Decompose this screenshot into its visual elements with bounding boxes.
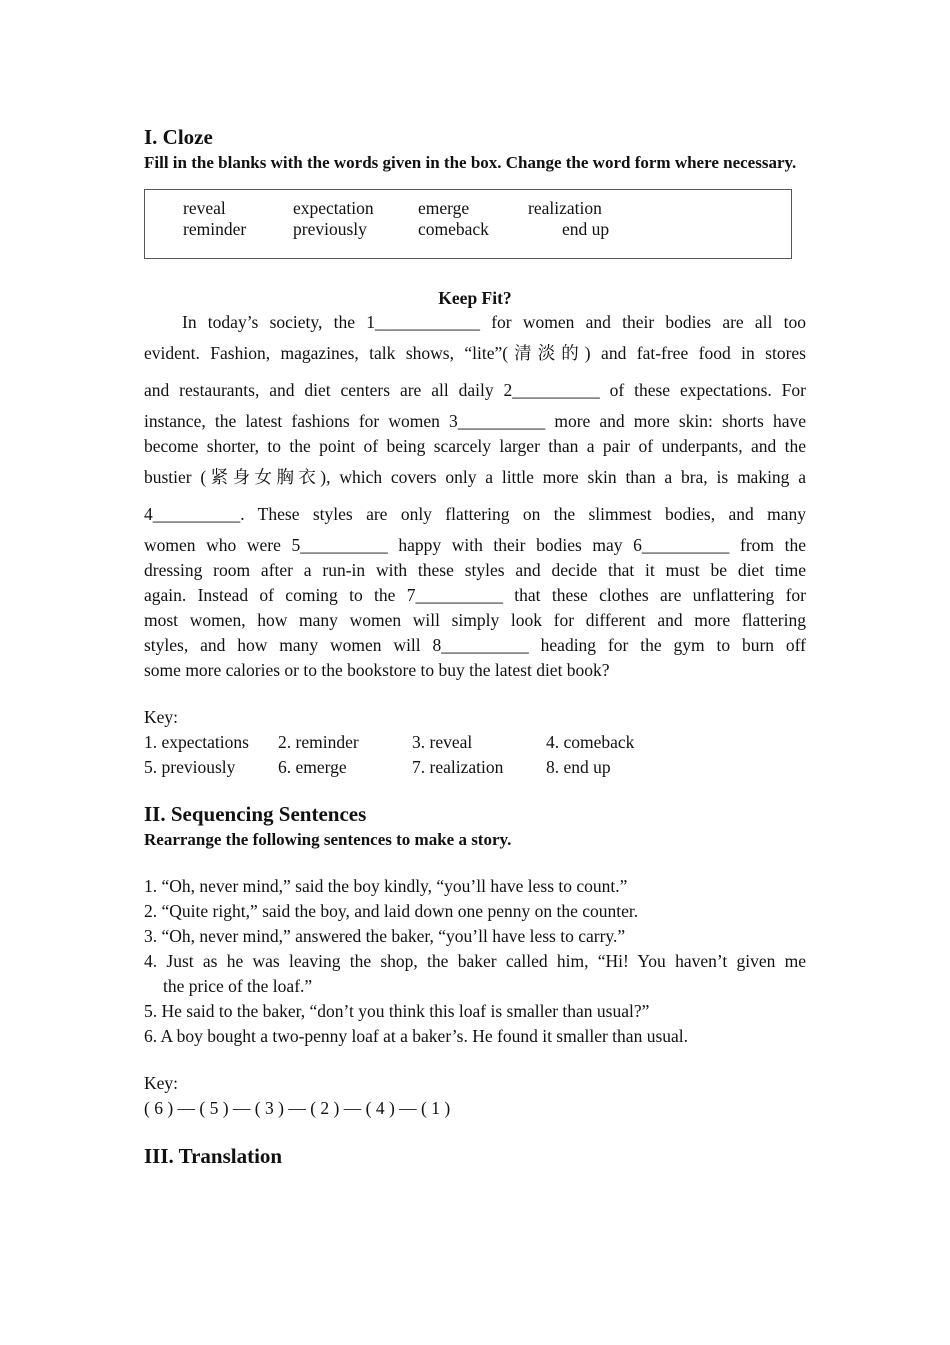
cloze-instruction: Fill in the blanks with the words given in the box. Change the word form where necessary. xyxy=(144,153,797,172)
sentence-item-continued: the price of the loaf.” xyxy=(163,976,313,996)
sentence-list xyxy=(144,874,806,1049)
word-item: reveal xyxy=(183,198,226,218)
sentence-item: 6. A boy bought a two-penny loaf at a baker’s. He found it smaller than usual. xyxy=(144,1026,689,1046)
sentence-item: 2. “Quite right,” said the boy, and laid down one penny on the counter. xyxy=(144,901,639,921)
passage-line: styles, and how many women will 8__________ heading for the gym to burn off xyxy=(144,635,806,655)
key-item: 1. expectations xyxy=(144,732,249,752)
sentence-item: 1. “Oh, never mind,” said the boy kindly, “you’ll have less to count.” xyxy=(144,876,628,896)
translation-section xyxy=(144,1143,806,1169)
passage-line: instance, the latest fashions for women 3__________ more and more skin: shorts have xyxy=(144,411,806,431)
sequencing-key xyxy=(144,1071,806,1121)
passage-line: 4__________. These styles are only flattering on the slimmest bodies, and many xyxy=(144,504,806,524)
word-box xyxy=(144,189,792,259)
key-item: 4. comeback xyxy=(546,732,635,752)
key-label: Key: xyxy=(144,1073,179,1093)
passage-line: and restaurants, and diet centers are all daily 2__________ of these expectations. For xyxy=(144,380,806,400)
word-item: emerge xyxy=(418,198,470,218)
key-answer: ( 6 ) — ( 5 ) — ( 3 ) — ( 2 ) — ( 4 ) — ( 1 ) xyxy=(144,1098,451,1118)
sentence-item: 4. Just as he was leaving the shop, the baker called him, “Hi! You haven’t given me xyxy=(144,951,806,971)
word-item: expectation xyxy=(293,198,374,218)
sequencing-instruction: Rearrange the following sentences to make a story. xyxy=(144,830,512,849)
word-item: reminder xyxy=(183,219,247,239)
key-label: Key: xyxy=(144,707,179,727)
cloze-heading: I. Cloze xyxy=(144,125,213,149)
word-item: end up xyxy=(562,219,610,239)
word-item: comeback xyxy=(418,219,489,239)
passage-line: dressing room after a run-in with these styles and decide that it must be diet time xyxy=(144,560,806,580)
key-item: 3. reveal xyxy=(412,732,473,752)
passage-line: evident. Fashion, magazines, talk shows, “lite”(清淡的) and fat-free food in stores xyxy=(144,343,806,363)
passage-line: women who were 5__________ happy with their bodies may 6__________ from the xyxy=(144,535,806,555)
key-item: 5. previously xyxy=(144,757,236,777)
passage-line: most women, how many women will simply look for different and more flattering xyxy=(144,610,806,630)
word-item: previously xyxy=(293,219,367,239)
story-title: Keep Fit? xyxy=(438,288,512,308)
translation-heading: III. Translation xyxy=(144,1144,283,1168)
passage-line: become shorter, to the point of being scarcely larger than a pair of underpants, and the xyxy=(144,436,806,456)
cloze-passage xyxy=(144,310,806,683)
sequencing-section xyxy=(144,801,806,1121)
passage-line: bustier (紧身女胸衣), which covers only a little more skin than a bra, is making a xyxy=(144,467,806,487)
key-item: 6. emerge xyxy=(278,757,347,777)
document-page xyxy=(144,124,806,1169)
key-item: 2. reminder xyxy=(278,732,359,752)
passage-line: In today’s society, the 1____________ for women and their bodies are all too xyxy=(182,312,806,332)
sequencing-heading: II. Sequencing Sentences xyxy=(144,802,367,826)
sentence-item: 5. He said to the baker, “don’t you think this loaf is smaller than usual?” xyxy=(144,1001,650,1021)
passage-line: again. Instead of coming to the 7__________ that these clothes are unflattering for xyxy=(144,585,806,605)
key-item: 8. end up xyxy=(546,757,611,777)
word-item: realization xyxy=(528,198,602,218)
key-item: 7. realization xyxy=(412,757,504,777)
key-grid xyxy=(144,730,806,780)
sentence-item: 3. “Oh, never mind,” answered the baker, “you’ll have less to carry.” xyxy=(144,926,626,946)
passage-line: some more calories or to the bookstore to buy the latest diet book? xyxy=(144,660,610,680)
cloze-key xyxy=(144,705,806,780)
